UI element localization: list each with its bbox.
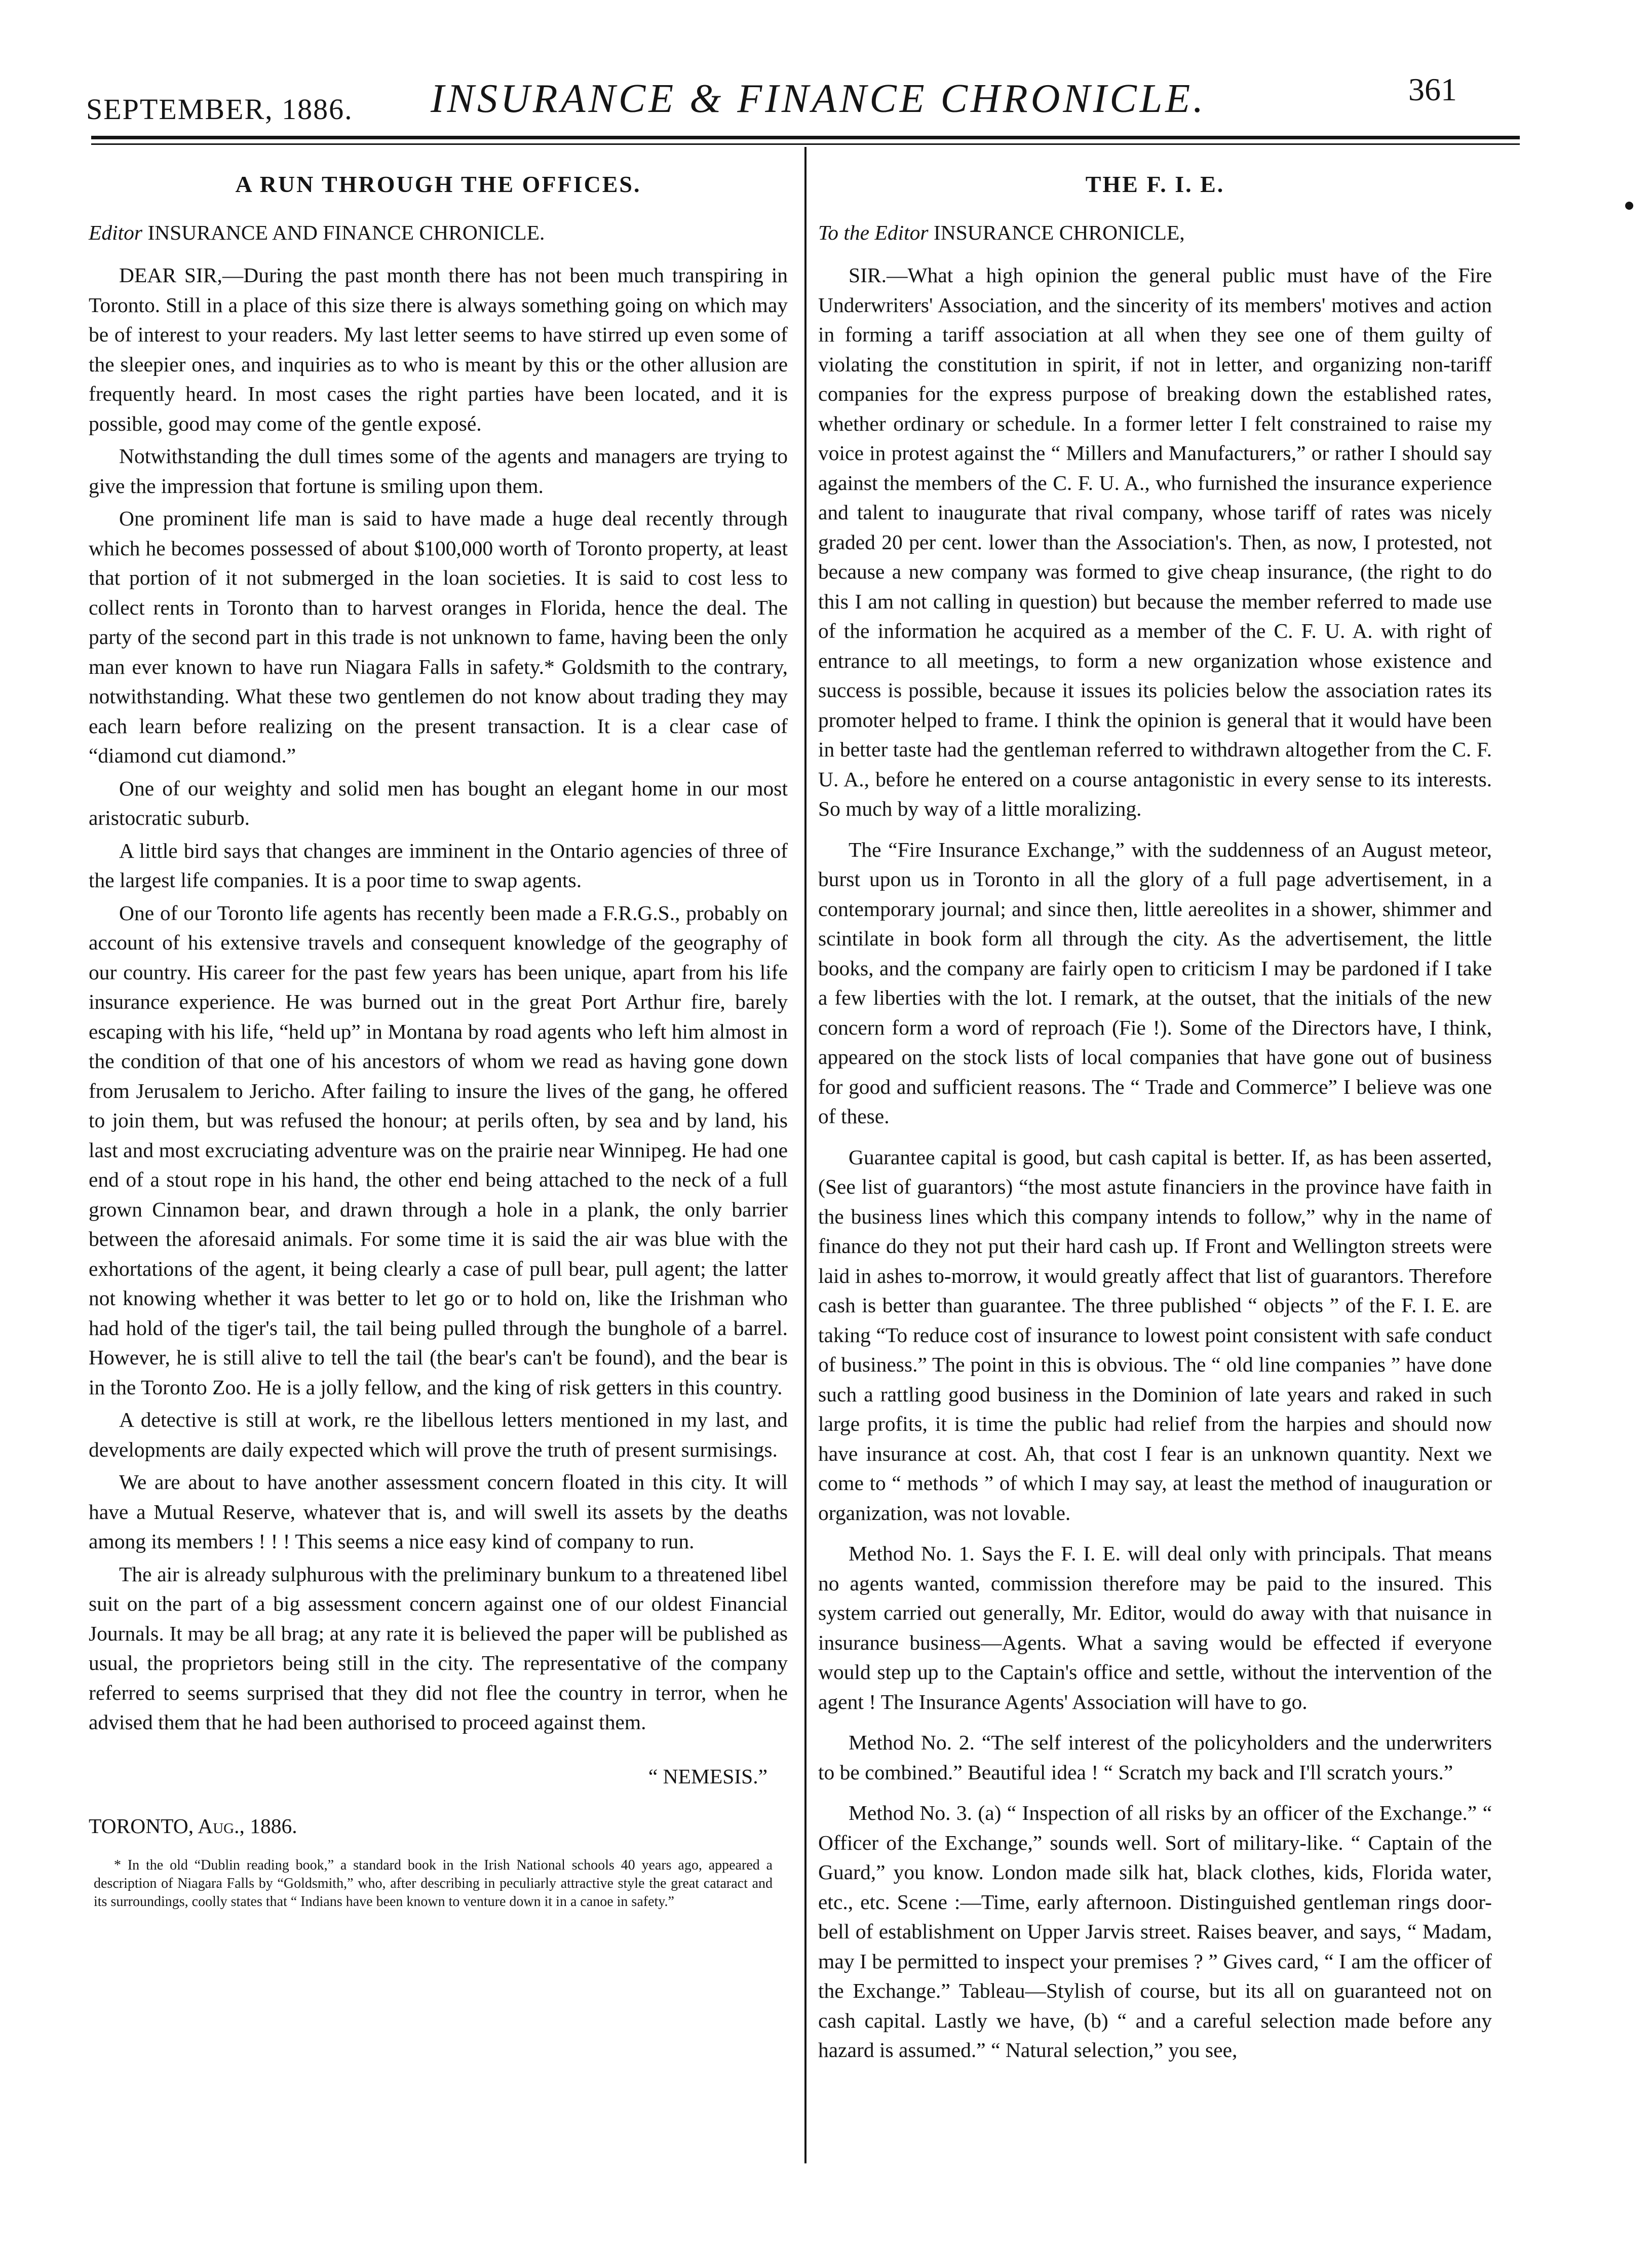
right-paragraph-1: SIR.—What a high opinion the general public must have of the Fire Underwriters' Association, and the sincerity of its members' motives and action in forming a tariff association at all when they see one of them guilty of violating the constitution in spirit, if not in letter, and organizing non-tariff companies for the express purpose of breaking down the established rates, whether ordinary or schedule. In a former letter I felt constrained to raise my voice in protest against the “ Millers and Manufacturers,” or rather I should say against the members of the C. F. U. A., who furnished the insurance experience and talent to inaugurate that rival company, whose tariff of rates was nicely graded 20 per cent. lower than the Association's. Then, as now, I protested, not because a new company was formed to give cheap insurance, (the right to do this I am not calling in question) but because the member referred to made use of the information he acquired as a member of the C. F. U. A. with right of entrance to all meetings, to form a new organization whose existence and success is possible, because it issues its policies below the association rates its promoter helped to frame. I think the opinion is general that it would have been in better taste had the gentleman referred to withdrawn altogether from the C. F. U. A., before he entered on a course antagonistic in every sense to its interests. So much by way of a little moralizing. xyxy=(818,263,1492,820)
left-paragraph-4: One of our weighty and solid men has bought an elegant home in our most aristocratic suburb. xyxy=(89,776,788,829)
article-heading-fie: THE F. I. E. xyxy=(1085,171,1225,197)
right-paragraph-6: Method No. 3. (a) “ Inspection of all risks by an officer of the Exchange.” “ Officer of the Exchange,” sounds well. Sort of military-like. “ Captain of the Guard,” you know. London made silk hat, black clothes, kids, Florida water, etc., etc. Scene :—Time, early afternoon. Distinguished gentleman rings door-bell of establishment on Upper Jarvis street. Raises beaver, and says, “ Madam, may I be permitted to inspect your premises ? ” Gives card, “ I am the officer of the Exchange.” Tableau—Stylish of course, but its all on guaranteed not on cash capital. Lastly we have, (b) “ and a careful selection made before any hazard is assumed.” “ Natural selection,” you see, xyxy=(818,1801,1492,2062)
page-number: 361 xyxy=(1408,71,1457,107)
right-column xyxy=(818,160,1492,2068)
margin-dot xyxy=(1625,202,1633,210)
footnote: * In the old “Dublin reading book,” a standard book in the Irish National schools 40 years ago, appeared a description of Niagara Falls by “Goldsmith,” who, after describing in peculiarly attractive style the great cataract and its surroundings, coolly states that “ Indians have been known to venture down it in a canoe in safety.” xyxy=(94,1857,773,1910)
masthead-title: INSURANCE & FINANCE CHRONICLE. xyxy=(431,77,1207,121)
masthead-rule-thin xyxy=(91,143,1520,145)
signature-nemesis: “ NEMESIS.” xyxy=(648,1764,767,1788)
right-salutation xyxy=(818,218,1492,248)
right-paragraph-5: Method No. 2. “The self interest of the policyholders and the underwriters to be combined.” Beautiful idea ! “ Scratch my back and I'll scratch yours.” xyxy=(818,1731,1492,1784)
column-divider xyxy=(804,147,806,2163)
left-paragraph-9: The air is already sulphurous with the preliminary bunkum to a threatened libel suit on the part of a big assessment concern against one of our oldest Financial Journals. It may be all brag; at any rate it is believed the paper will be published as usual, the proprietors being still in the city. The representative of the company referred to seems surprised that they did not flee the country in terror, when he advised them that he had been authorised to proceed against them. xyxy=(89,1562,788,1734)
dateline: TORONTO, Aug., 1886. xyxy=(89,1814,297,1838)
masthead-rule-thick xyxy=(91,136,1520,139)
salutation-editor: Editor xyxy=(89,220,143,244)
left-paragraph-1: DEAR SIR,—During the past month there has not been much transpiring in Toronto. Still in a place of this size there is always something going on which may be of interest to your readers. My last letter seems to have stirred up even some of the sleepier ones, and inquiries as to who is meant by this or the other allusion are frequently heard. In most cases the right parties have been located, and it is possible, good may come of the gentle exposé. xyxy=(89,263,788,435)
right-paragraph-4: Method No. 1. Says the F. I. E. will deal only with principals. That means no agents wanted, commission therefore may be paid to the insured. This system carried out generally, Mr. Editor, would do away with that nuisance in insurance business—Agents. What a saving would be effected if everyone would step up to the Captain's office and settle, without the intervention of the agent ! The Insurance Agents' Association will have to go. xyxy=(818,1542,1492,1713)
left-paragraph-8: We are about to have another assessment concern floated in this city. It will have a Mutual Reserve, whatever that is, and will swell its assets by the deaths among its members ! ! ! This seems a nice easy kind of company to run. xyxy=(89,1470,788,1553)
left-column xyxy=(89,160,788,1911)
right-paragraph-3: Guarantee capital is good, but cash capital is better. If, as has been asserted, (See list of guarantors) “the most astute financiers in the province have faith in the business lines which this company intends to follow,” why in the name of finance do they not put their hard cash up. If Front and Wellington streets were laid in ashes to-morrow, it would greatly affect that list of guarantors. Therefore cash is better than guarantee. The three published “ objects ” of the F. I. E. are taking “To reduce cost of insurance to lowest point consistent with safe conduct of business.” The point in this is obvious. The “ old line companies ” have done such a rattling good business in the Dominion of late years and raked in such large profits, it is time the public had relief from the harpies and should now have insurance at cost. Ah, that cost I fear is an unknown quantity. Next we come to “ methods ” of which I may say, at least the method of inauguration or organization, was not lovable. xyxy=(818,1145,1492,1525)
salutation-publication: INSURANCE AND FINANCE CHRONICLE. xyxy=(147,220,545,244)
left-paragraph-5: A little bird says that changes are imminent in the Ontario agencies of three of the largest life companies. It is a poor time to swap agents. xyxy=(89,839,788,892)
left-paragraph-6: One of our Toronto life agents has recently been made a F.R.G.S., probably on account of his extensive travels and consequent knowledge of the geography of our country. His career for the past few years has been unique, apart from his life insurance experience. He was burned out in the great Port Arthur fire, barely escaping with his life, “held up” in Montana by road agents who left him almost in the condition of that one of his ancestors of whom we read as having gone down from Jerusalem to Jericho. After failing to insure the lives of the gang, he offered to join them, but was refused the honour; at perils often, by sea and by land, his last and most excruciating adventure was on the prairie near Winnipeg. He had one end of a stout rope in his hand, the other end being attached to the neck of a full grown Cinnamon bear, and drawn through a hole in a plank, the only barrier between the aforesaid animals. For some time it is said the air was blue with the exhortations of the agent, it being clearly a case of pull bear, pull agent; the latter not knowing whether it was better to let go or to hold on, like the Irishman who had hold of the tiger's tail, the tail being pulled through the bunghole of a barrel. However, he is still alive to tell the tail (the bear's can't be found), and the bear is in the Toronto Zoo. He is a jolly fellow, and the king of risk getters in this country. xyxy=(89,901,788,1399)
left-paragraph-3: One prominent life man is said to have made a huge deal recently through which he becomes possessed of about $100,000 worth of Toronto property, at least that portion of it not submerged in the loan societies. It is said to cost less to collect rents in Toronto than to harvest oranges in Florida, hence the deal. The party of the second part in this trade is not unknown to fame, having been the only man ever known to have run Niagara Falls in safety.* Goldsmith to the contrary, notwithstanding. What these two gentlemen do not know about trading they may each learn before realizing on the present transaction. It is a clear case of “diamond cut diamond.” xyxy=(89,507,788,767)
article-heading-run-through-offices: A RUN THROUGH THE OFFICES. xyxy=(235,171,641,197)
left-salutation xyxy=(89,218,788,248)
right-paragraph-2: The “Fire Insurance Exchange,” with the suddenness of an August meteor, burst upon us in Toronto in all the glory of a full page advertisement, in a contemporary journal; and since then, little aereolites in a shower, shimmer and scintilate in book form all through the city. As the advertisement, the little books, and the company are fairly open to criticism I may be pardoned if I take a few liberties with the lot. I remark, at the outset, that the initials of the new concern form a word of reproach (Fie !). Some of the Directors have, I think, appeared on the stock lists of local companies that have gone out of business for good and sufficient reasons. The “ Trade and Commerce” I believe was one of these. xyxy=(818,837,1492,1128)
salutation-chronicle: INSURANCE CHRONICLE, xyxy=(933,220,1185,244)
left-paragraph-7: A detective is still at work, re the libellous letters mentioned in my last, and developments are daily expected which will prove the truth of present surmisings. xyxy=(89,1408,788,1461)
masthead-date: SEPTEMBER, 1886. xyxy=(86,93,353,126)
salutation-to-editor: To the Editor xyxy=(818,220,929,244)
left-paragraph-2: Notwithstanding the dull times some of the agents and managers are trying to give the impression that fortune is smiling upon them. xyxy=(89,444,788,498)
